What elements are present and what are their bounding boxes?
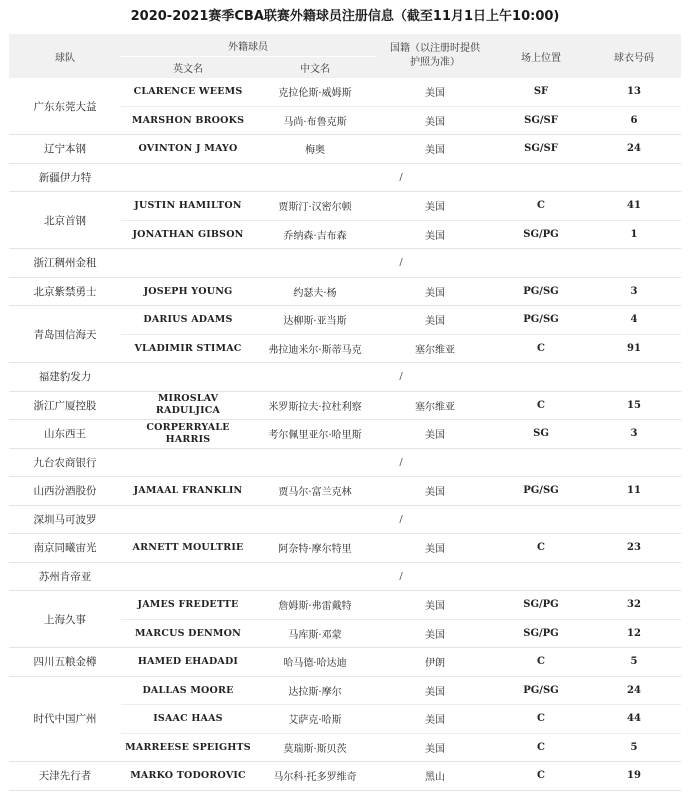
team-name: 九台农商银行 (33, 456, 97, 469)
table-row (9, 163, 681, 192)
table-header (9, 34, 681, 78)
no-player-mark: / (399, 513, 403, 525)
player-chinese-name: 贾斯汀·汉密尔顿 (278, 202, 352, 214)
header-number: 球衣号码 (587, 34, 681, 78)
player-number: 91 (627, 342, 641, 354)
player-english-name: MARREESE SPEIGHTS (125, 741, 251, 753)
player-number: 32 (627, 599, 641, 611)
player-position: SG/PG (523, 228, 559, 240)
player-chinese-name: 约瑟夫·杨 (293, 287, 337, 299)
player-number: 41 (627, 200, 641, 212)
team-name: 山西汾酒股份 (9, 477, 121, 506)
player-nationality: 美国 (425, 629, 445, 641)
team-name: 浙江广厦控股 (9, 391, 121, 420)
team-name: 时代中国广州 (9, 676, 121, 762)
player-chinese-name: 马尔科·托多罗维奇 (273, 772, 357, 784)
player-english-name: HAMED EHADADI (137, 656, 239, 668)
player-position: C (537, 399, 545, 411)
player-chinese-name: 达拉斯·摩尔 (288, 686, 342, 698)
player-english-name (121, 420, 255, 449)
player-english-name: MARKO TODOROVIC (130, 770, 246, 782)
table-row (9, 477, 681, 506)
team-name: 福建豹发力 (38, 371, 92, 384)
player-number: 3 (630, 285, 638, 297)
player-english-name: DALLAS MOORE (142, 684, 234, 696)
player-nationality: 美国 (425, 715, 445, 727)
player-number: 12 (627, 627, 641, 639)
player-position: SG/SF (524, 114, 558, 126)
player-english-name: JOSEPH YOUNG (143, 285, 233, 297)
no-player-mark: / (399, 456, 403, 468)
player-chinese-name: 马尚·布鲁克斯 (283, 116, 347, 128)
player-nationality: 塞尔维亚 (415, 401, 455, 413)
table-row (9, 78, 681, 106)
player-nationality: 美国 (425, 88, 445, 100)
player-chinese-name: 克拉伦斯·威姆斯 (278, 88, 352, 100)
player-chinese-name: 考尔佩里亚尔·哈里斯 (268, 430, 362, 442)
table-row (9, 591, 681, 620)
player-nationality: 美国 (425, 686, 445, 698)
team-name: 苏州肯帝亚 (38, 570, 92, 583)
table-row (9, 306, 681, 335)
player-nationality: 美国 (425, 601, 445, 613)
player-nationality: 美国 (425, 316, 445, 328)
player-english-name: CLARENCE WEEMS (133, 86, 243, 98)
team-name: 四川五粮金樽 (9, 648, 121, 677)
player-english-name: OVINTON J MAYO (138, 143, 238, 155)
player-nationality: 美国 (425, 287, 445, 299)
header-nationality: 国籍（以注册时提供护照为准） (375, 34, 495, 78)
player-chinese-name: 哈马德·哈达迪 (283, 658, 347, 670)
player-position: C (537, 770, 545, 782)
team-name: 广东东莞大益 (9, 78, 121, 135)
header-chinese-name: 中文名 (255, 57, 375, 79)
player-position: SG/PG (523, 599, 559, 611)
player-nationality: 伊朗 (425, 658, 445, 670)
player-number: 4 (630, 314, 638, 326)
table-row (9, 534, 681, 563)
player-number: 15 (627, 399, 641, 411)
team-name: 深圳马可波罗 (33, 513, 97, 526)
player-position: SF (533, 86, 549, 98)
player-position: C (537, 542, 545, 554)
player-chinese-name: 贾马尔·富兰克林 (278, 487, 352, 499)
player-number: 3 (630, 428, 638, 440)
player-number: 6 (630, 114, 638, 126)
player-chinese-name: 莫瑞斯·斯贝茨 (283, 743, 347, 755)
no-player-mark: / (399, 257, 403, 269)
player-nationality: 美国 (425, 487, 445, 499)
player-chinese-name: 马库斯·邓蒙 (288, 629, 342, 641)
player-number: 11 (627, 485, 641, 497)
player-nationality: 美国 (425, 743, 445, 755)
player-english-name: VLADIMIR STIMAC (134, 342, 242, 354)
player-position: C (537, 656, 545, 668)
player-nationality: 塞尔维亚 (415, 344, 455, 356)
player-position: C (537, 342, 545, 354)
table-row (9, 762, 681, 791)
table-row (9, 363, 681, 392)
table-row (9, 192, 681, 221)
registration-table (9, 34, 681, 791)
player-nationality: 美国 (425, 116, 445, 128)
table-body (9, 78, 681, 790)
player-chinese-name: 乔纳森·吉布森 (283, 230, 347, 242)
player-position: C (537, 741, 545, 753)
no-player-mark: / (399, 371, 403, 383)
player-number: 13 (627, 86, 641, 98)
team-name: 北京首钢 (9, 192, 121, 249)
player-english-name: JAMAAL FRANKLIN (133, 485, 243, 497)
player-english-name-line2: RADULJICA (155, 405, 221, 417)
player-english-name: ARNETT MOULTRIE (132, 542, 244, 554)
player-english-name-line2: HARRIS (165, 433, 211, 445)
player-chinese-name: 达柳斯·亚当斯 (283, 316, 347, 328)
player-nationality: 美国 (425, 544, 445, 556)
table-row (9, 420, 681, 449)
page-title: 2020-2021赛季CBA联赛外籍球员注册信息（截至11月1日上午10:00) (130, 9, 560, 24)
table-row (9, 448, 681, 477)
team-name: 辽宁本钢 (9, 135, 121, 164)
table-row (9, 249, 681, 278)
player-nationality: 黑山 (425, 772, 445, 784)
player-chinese-name: 弗拉迪米尔·斯蒂马克 (268, 344, 362, 356)
player-number: 24 (627, 143, 641, 155)
team-name: 北京紫禁勇士 (9, 277, 121, 306)
table-row (9, 277, 681, 306)
header-team: 球队 (9, 34, 121, 78)
player-position: PG/SG (523, 684, 559, 696)
player-number: 5 (630, 741, 638, 753)
player-position: SG/SF (524, 143, 558, 155)
player-position: SG (533, 428, 549, 440)
player-number: 5 (630, 656, 638, 668)
table-row (9, 391, 681, 420)
player-chinese-name: 詹姆斯·弗雷戴特 (278, 601, 352, 613)
header-english-name: 英文名 (121, 57, 255, 79)
team-name: 天津先行者 (9, 762, 121, 791)
player-nationality: 美国 (425, 202, 445, 214)
player-nationality: 美国 (425, 145, 445, 157)
player-number: 19 (627, 770, 641, 782)
table-row (9, 676, 681, 705)
player-number: 1 (630, 228, 638, 240)
player-english-name: DARIUS ADAMS (143, 314, 233, 326)
table-row (9, 135, 681, 164)
no-player-mark: / (399, 171, 403, 183)
player-position: PG/SG (523, 485, 559, 497)
player-english-name: MARSHON BROOKS (131, 114, 245, 126)
header-position: 场上位置 (495, 34, 587, 78)
player-position: C (537, 200, 545, 212)
table-row (9, 648, 681, 677)
player-nationality: 美国 (425, 430, 445, 442)
player-chinese-name: 艾萨克·哈斯 (288, 715, 342, 727)
player-number: 44 (627, 713, 641, 725)
player-position: PG/SG (523, 314, 559, 326)
table-row (9, 562, 681, 591)
player-english-name-line1: MIROSLAV (157, 393, 219, 405)
team-name: 南京同曦宙光 (9, 534, 121, 563)
player-english-name: MARCUS DENMON (134, 627, 242, 639)
team-name: 青岛国信海天 (9, 306, 121, 363)
player-english-name-line1: CORPERRYALE (146, 421, 230, 433)
player-nationality: 美国 (425, 230, 445, 242)
header-foreign-player: 外籍球员 (121, 34, 375, 57)
player-number: 23 (627, 542, 641, 554)
team-name: 新疆伊力特 (38, 171, 92, 184)
player-chinese-name: 米罗斯拉夫·拉杜利察 (268, 401, 362, 413)
player-english-name (121, 391, 255, 420)
player-position: C (537, 713, 545, 725)
player-english-name: JONATHAN GIBSON (132, 228, 244, 240)
player-english-name: ISAAC HAAS (153, 713, 223, 725)
player-position: SG/PG (523, 627, 559, 639)
player-chinese-name: 阿奈特·摩尔特里 (278, 544, 352, 556)
team-name: 上海久事 (9, 591, 121, 648)
no-player-mark: / (399, 570, 403, 582)
team-name: 浙江稠州金租 (33, 257, 97, 270)
player-number: 24 (627, 684, 641, 696)
player-english-name: JUSTIN HAMILTON (134, 200, 242, 212)
table-row (9, 505, 681, 534)
player-chinese-name: 梅奥 (305, 145, 325, 157)
team-name: 山东西王 (9, 420, 121, 449)
player-position: PG/SG (523, 285, 559, 297)
player-english-name: JAMES FREDETTE (137, 599, 239, 611)
